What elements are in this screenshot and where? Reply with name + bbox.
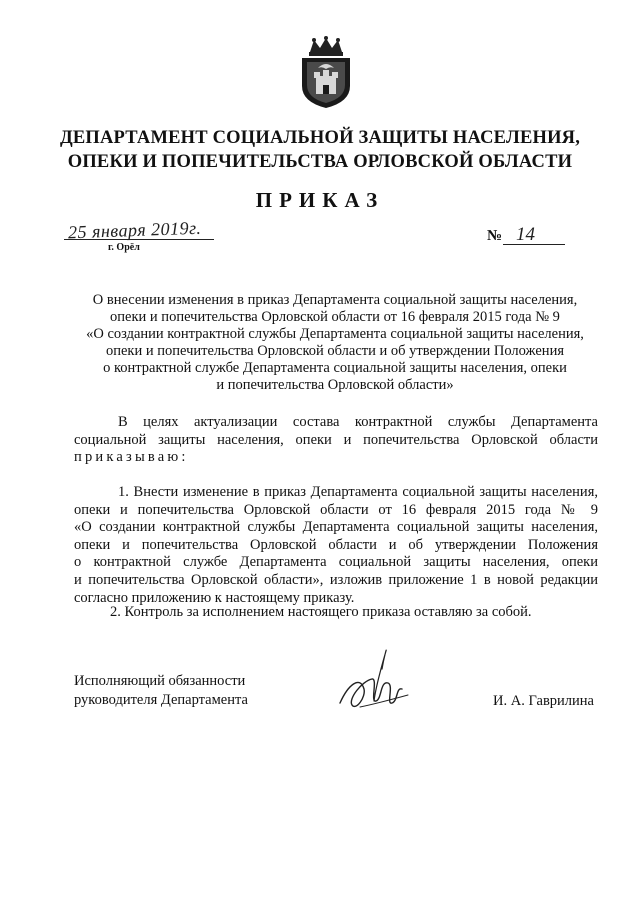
city-label: г. Орёл xyxy=(108,242,140,253)
order-number-handwritten: 14 xyxy=(516,224,535,245)
subject-line: опеки и попечительства Орловской области и об утверждении Положения xyxy=(105,343,565,359)
subject-line: О внесении изменения в приказ Департамента социальной защиты населения, xyxy=(92,292,578,308)
order-date-handwritten: 25 января 2019г. xyxy=(67,217,202,243)
item-1-line: опеки и попечительства Орловской области от 16 февраля 2015 года № 9 xyxy=(74,501,598,518)
document-type-title: ПРИКАЗ xyxy=(255,188,385,212)
handwritten-signature-icon xyxy=(330,645,420,725)
order-item-1 xyxy=(74,484,598,607)
item-1-line: и попечительства Орловской области», изложив приложение 1 в новой редакции xyxy=(74,571,598,588)
subject-line: и попечительства Орловской области» xyxy=(216,377,454,393)
number-underline xyxy=(503,244,565,245)
item-1-line: согласно приложению к настоящему приказу. xyxy=(74,589,355,606)
item-1-line: «О создании контрактной службы Департамента социальной защиты населения, xyxy=(74,519,598,536)
subject-line: опеки и попечительства Орловской области от 16 февраля 2015 года № 9 xyxy=(110,309,560,325)
signer-name: И. А. Гаврилина xyxy=(493,693,594,709)
signer-position xyxy=(74,672,248,710)
preamble-paragraph xyxy=(74,414,598,467)
preamble-line: В целях актуализации состава контрактной службы Департамента xyxy=(118,414,598,430)
item-1-line: о контрактной службе Департамента социальной защиты населения, опеки xyxy=(74,554,598,571)
order-verb: приказываю: xyxy=(74,449,189,466)
item-1-line: 1. Внести изменение в приказ Департамента социальной защиты населения, xyxy=(118,484,598,500)
order-number-label: № xyxy=(487,228,503,244)
item-1-line: опеки и попечительства Орловской области и об утверждении Положения xyxy=(74,536,598,553)
item-2-line: 2. Контроль за исполнением настоящего приказа оставляю за собой. xyxy=(110,604,532,620)
department-name-line-2: ОПЕКИ И ПОПЕЧИТЕЛЬСТВА ОРЛОВСКОЙ ОБЛАСТИ xyxy=(67,152,573,172)
position-line: руководителя Департамента xyxy=(74,692,248,708)
preamble-line: социальной защиты населения, опеки и попечительства Орловской области xyxy=(74,431,598,448)
coat-of-arms-icon xyxy=(296,36,356,110)
order-item-2 xyxy=(74,604,598,622)
subject-line: о контрактной службе Департамента социальной защиты населения, опеки xyxy=(103,360,567,376)
position-line: Исполняющий обязанности xyxy=(74,673,246,689)
date-underline xyxy=(64,239,214,240)
department-name-line-1: ДЕПАРТАМЕНТ СОЦИАЛЬНОЙ ЗАЩИТЫ НАСЕЛЕНИЯ, xyxy=(59,128,581,148)
subject-line: «О создании контрактной службы Департамента социальной защиты населения, xyxy=(86,326,584,342)
order-subject xyxy=(70,292,600,394)
